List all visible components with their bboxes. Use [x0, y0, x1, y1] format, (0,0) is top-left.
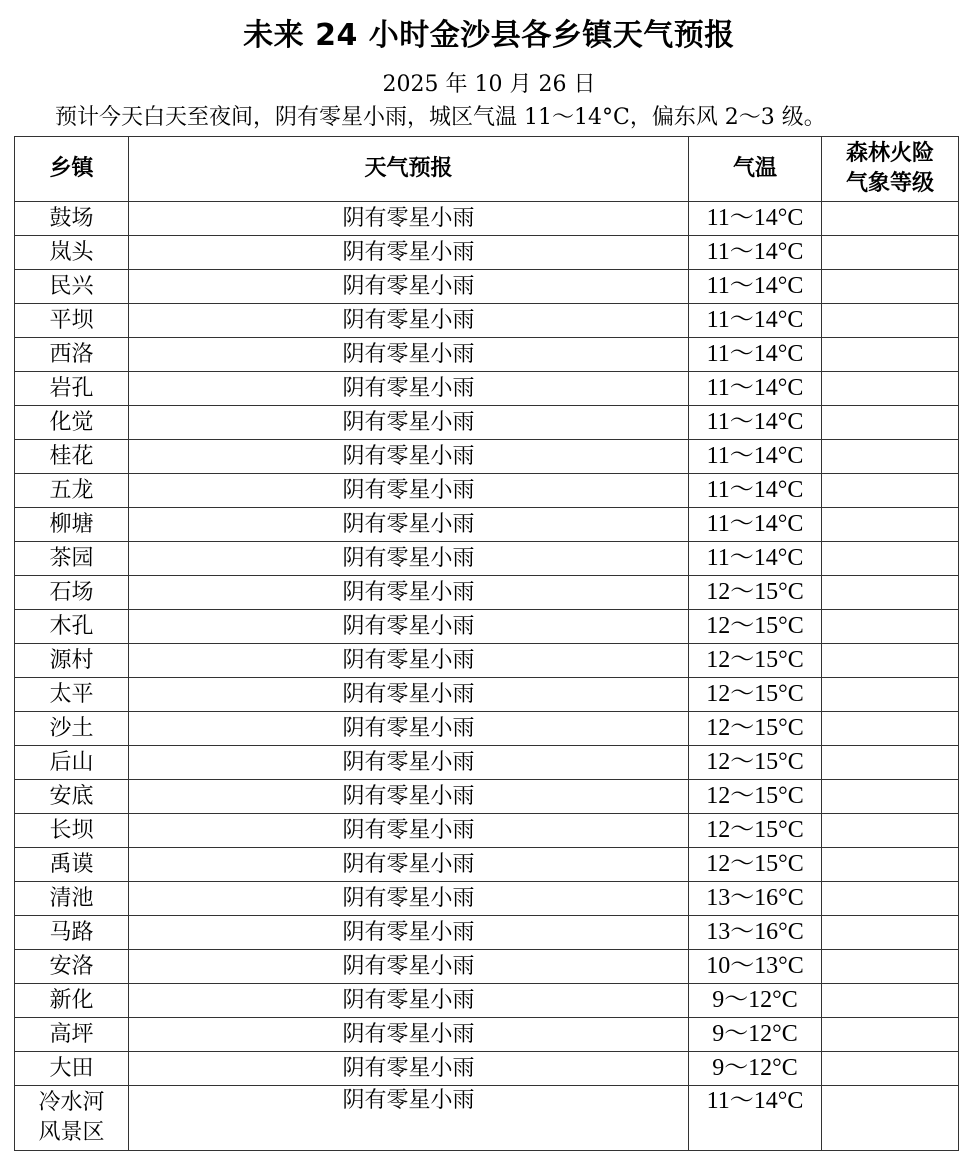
cell-temp: 10～13°C [689, 950, 822, 984]
table-row [15, 304, 959, 338]
table-row [15, 678, 959, 712]
cell-fire-level [822, 440, 959, 474]
cell-fire-level [822, 848, 959, 882]
cell-town: 高坪 [15, 1018, 129, 1052]
forecast-summary: 预计今天白天至夜间，阴有零星小雨，城区气温 11～14°C，偏东风 2～3 级。 [55, 105, 826, 130]
page-title: 未来 24 小时金沙县各乡镇天气预报 [243, 18, 735, 53]
cell-fire-level [822, 236, 959, 270]
cell-town: 清池 [15, 882, 129, 916]
cell-temp: 13～16°C [689, 882, 822, 916]
cell-town: 后山 [15, 746, 129, 780]
cell-town: 新化 [15, 984, 129, 1018]
cell-fire-level [822, 474, 959, 508]
cell-weather: 阴有零星小雨 [129, 508, 689, 542]
table-row [15, 270, 959, 304]
cell-fire-level [822, 542, 959, 576]
cell-town-line2: 风景区 [38, 1120, 105, 1145]
cell-town [15, 1086, 129, 1151]
cell-temp: 11～14°C [689, 236, 822, 270]
table-row [15, 236, 959, 270]
cell-weather: 阴有零星小雨 [129, 270, 689, 304]
cell-town: 五龙 [15, 474, 129, 508]
table-row [15, 746, 959, 780]
cell-town: 桂花 [15, 440, 129, 474]
cell-town: 大田 [15, 1052, 129, 1086]
cell-weather: 阴有零星小雨 [129, 848, 689, 882]
cell-temp: 12～15°C [689, 644, 822, 678]
cell-temp: 9～12°C [689, 1052, 822, 1086]
cell-weather: 阴有零星小雨 [129, 474, 689, 508]
cell-weather: 阴有零星小雨 [129, 1086, 689, 1151]
cell-temp: 11～14°C [689, 270, 822, 304]
cell-fire-level [822, 916, 959, 950]
cell-temp: 11～14°C [689, 406, 822, 440]
cell-temp: 11～14°C [689, 372, 822, 406]
cell-fire-level [822, 338, 959, 372]
cell-fire-level [822, 1086, 959, 1151]
cell-fire-level [822, 610, 959, 644]
cell-weather: 阴有零星小雨 [129, 746, 689, 780]
cell-town: 民兴 [15, 270, 129, 304]
cell-weather: 阴有零星小雨 [129, 576, 689, 610]
cell-temp: 12～15°C [689, 848, 822, 882]
table-row [15, 372, 959, 406]
cell-temp: 11～14°C [689, 508, 822, 542]
cell-town: 西洛 [15, 338, 129, 372]
cell-weather: 阴有零星小雨 [129, 338, 689, 372]
cell-weather: 阴有零星小雨 [129, 610, 689, 644]
cell-weather: 阴有零星小雨 [129, 542, 689, 576]
cell-fire-level [822, 712, 959, 746]
table-row [15, 542, 959, 576]
table-row [15, 440, 959, 474]
cell-town: 安洛 [15, 950, 129, 984]
cell-town: 安底 [15, 780, 129, 814]
cell-temp: 12～15°C [689, 678, 822, 712]
header-fire-level [822, 137, 959, 202]
cell-fire-level [822, 508, 959, 542]
cell-weather: 阴有零星小雨 [129, 644, 689, 678]
table-row [15, 1018, 959, 1052]
table-row [15, 984, 959, 1018]
cell-temp: 13～16°C [689, 916, 822, 950]
cell-temp: 11～14°C [689, 202, 822, 236]
table-row [15, 202, 959, 236]
table-row [15, 916, 959, 950]
cell-weather: 阴有零星小雨 [129, 678, 689, 712]
cell-fire-level [822, 406, 959, 440]
table-row [15, 814, 959, 848]
header-town: 乡镇 [15, 137, 129, 202]
cell-temp: 11～14°C [689, 304, 822, 338]
cell-weather: 阴有零星小雨 [129, 202, 689, 236]
cell-temp: 11～14°C [689, 542, 822, 576]
table-row [15, 610, 959, 644]
cell-fire-level [822, 270, 959, 304]
cell-fire-level [822, 1018, 959, 1052]
table-header [15, 137, 959, 202]
header-weather: 天气预报 [129, 137, 689, 202]
cell-weather: 阴有零星小雨 [129, 712, 689, 746]
cell-temp: 11～14°C [689, 338, 822, 372]
cell-fire-level [822, 576, 959, 610]
cell-temp: 9～12°C [689, 1018, 822, 1052]
cell-town-line1: 冷水河 [38, 1090, 105, 1115]
table-row [15, 338, 959, 372]
cell-temp: 12～15°C [689, 712, 822, 746]
cell-weather: 阴有零星小雨 [129, 236, 689, 270]
cell-fire-level [822, 882, 959, 916]
forecast-date: 2025 年 10 月 26 日 [382, 72, 596, 97]
cell-town: 平坝 [15, 304, 129, 338]
cell-temp: 12～15°C [689, 780, 822, 814]
header-fire-line1: 森林火险 [845, 141, 934, 166]
table-row [15, 508, 959, 542]
cell-town: 鼓场 [15, 202, 129, 236]
cell-temp: 12～15°C [689, 746, 822, 780]
cell-fire-level [822, 644, 959, 678]
header-row [15, 137, 959, 202]
table-row [15, 848, 959, 882]
cell-temp: 11～14°C [689, 474, 822, 508]
cell-fire-level [822, 746, 959, 780]
table-row [15, 1052, 959, 1086]
cell-temp: 11～14°C [689, 440, 822, 474]
cell-weather: 阴有零星小雨 [129, 406, 689, 440]
cell-town: 茶园 [15, 542, 129, 576]
cell-fire-level [822, 678, 959, 712]
table-row [15, 474, 959, 508]
header-temp: 气温 [689, 137, 822, 202]
cell-fire-level [822, 814, 959, 848]
cell-temp: 12～15°C [689, 814, 822, 848]
cell-town: 长坝 [15, 814, 129, 848]
table-row [15, 780, 959, 814]
cell-fire-level [822, 984, 959, 1018]
table-row [15, 644, 959, 678]
cell-town: 源村 [15, 644, 129, 678]
cell-weather: 阴有零星小雨 [129, 882, 689, 916]
cell-fire-level [822, 950, 959, 984]
cell-fire-level [822, 372, 959, 406]
cell-town: 木孔 [15, 610, 129, 644]
table-row [15, 576, 959, 610]
cell-weather: 阴有零星小雨 [129, 1018, 689, 1052]
cell-town: 柳塘 [15, 508, 129, 542]
cell-town: 沙土 [15, 712, 129, 746]
cell-weather: 阴有零星小雨 [129, 916, 689, 950]
table-row [15, 406, 959, 440]
cell-temp: 11～14°C [689, 1086, 822, 1151]
cell-temp: 12～15°C [689, 576, 822, 610]
table-row [15, 882, 959, 916]
cell-weather: 阴有零星小雨 [129, 950, 689, 984]
cell-weather: 阴有零星小雨 [129, 372, 689, 406]
cell-weather: 阴有零星小雨 [129, 440, 689, 474]
table-row [15, 950, 959, 984]
cell-town: 岚头 [15, 236, 129, 270]
cell-town: 化觉 [15, 406, 129, 440]
forecast-table [14, 136, 959, 1151]
table-row-scenic-area [15, 1086, 959, 1151]
cell-weather: 阴有零星小雨 [129, 304, 689, 338]
cell-weather: 阴有零星小雨 [129, 1052, 689, 1086]
cell-weather: 阴有零星小雨 [129, 984, 689, 1018]
table-body [15, 202, 959, 1151]
table-row [15, 712, 959, 746]
cell-weather: 阴有零星小雨 [129, 814, 689, 848]
cell-town: 禹谟 [15, 848, 129, 882]
cell-fire-level [822, 780, 959, 814]
header-fire-line2: 气象等级 [845, 171, 934, 196]
cell-weather: 阴有零星小雨 [129, 780, 689, 814]
cell-temp: 12～15°C [689, 610, 822, 644]
cell-town: 岩孔 [15, 372, 129, 406]
cell-temp: 9～12°C [689, 984, 822, 1018]
cell-town: 太平 [15, 678, 129, 712]
cell-town: 马路 [15, 916, 129, 950]
cell-fire-level [822, 1052, 959, 1086]
cell-fire-level [822, 202, 959, 236]
cell-town: 石场 [15, 576, 129, 610]
cell-fire-level [822, 304, 959, 338]
